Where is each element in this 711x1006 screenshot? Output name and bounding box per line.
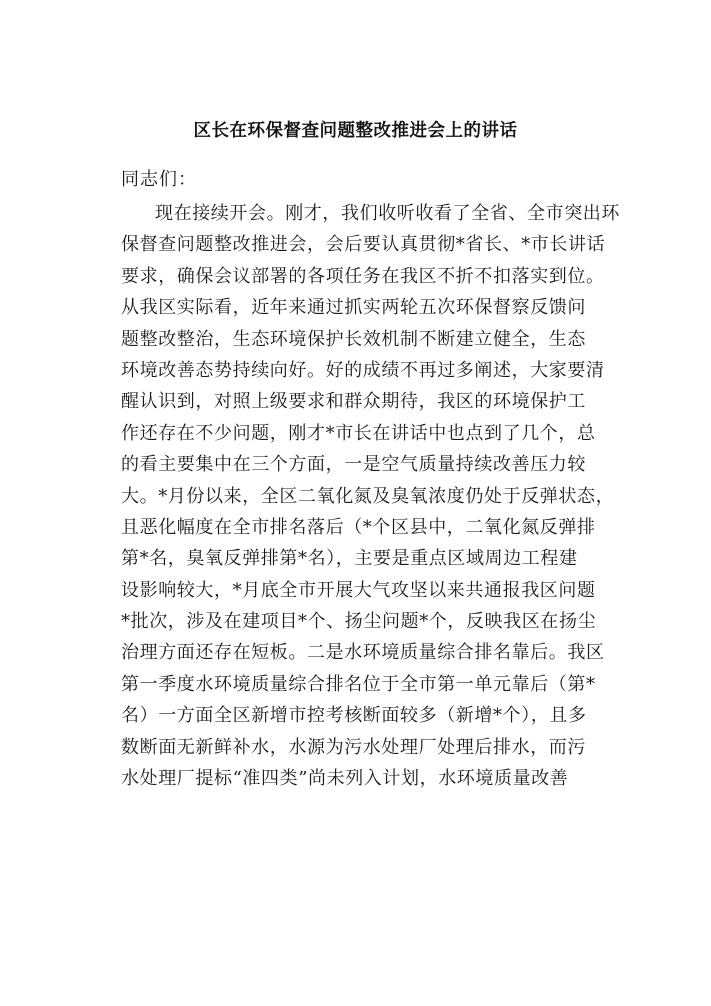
document-title: 区长在环保督查问题整改推进会上的讲话 xyxy=(193,121,518,141)
salutation: 同志们： xyxy=(121,169,197,190)
body-line: 大。*月份以来，全区二氧化氮及臭氧浓度仍处于反弹状态， xyxy=(121,485,615,507)
body-line: 从我区实际看，近年来通过抓实两轮五次环保督察反馈问 xyxy=(121,297,586,319)
body-line: 水处理厂提标“准四类”尚未列入计划，水环境质量改善 xyxy=(121,768,569,790)
body-line: 数断面无新鲜补水，水源为污水处理厂处理后排水，而污 xyxy=(121,736,586,758)
body-line: 题整改整治，生态环境保护长效机制不断建立健全，生态 xyxy=(121,328,586,350)
body-text xyxy=(121,198,620,794)
body-line: 要求，确保会议部署的各项任务在我区不折不扣落实到位。 xyxy=(121,265,605,287)
body-line: 的看主要集中在三个方面，一是空气质量持续改善压力较 xyxy=(121,454,586,476)
body-line: 保督查问题整改推进会，会后要认真贯彻*省长、*市长讲话 xyxy=(121,234,606,256)
body-line: 第*名，臭氧反弹排第*名），主要是重点区域周边工程建 xyxy=(121,548,578,570)
body-line: 现在接续开会。刚才，我们收听收看了全省、全市突出环 xyxy=(155,203,620,224)
body-line: 设影响较大，*月底全市开展大气攻坚以来共通报我区问题 xyxy=(121,579,596,601)
body-line: 醒认识到，对照上级要求和群众期待，我区的环境保护工 xyxy=(121,391,586,413)
body-line: 名）一方面全区新增市控考核断面较多（新增*个），且多 xyxy=(121,705,587,727)
body-line: 第一季度水环境质量综合排名位于全市第一单元靠后（第* xyxy=(121,673,596,695)
body-line: 且恶化幅度在全市排名落后（*个区县中，二氧化氮反弹排 xyxy=(121,516,596,538)
body-line: 治理方面还存在短板。二是水环境质量综合排名靠后。我区 xyxy=(121,642,605,664)
body-line: 作还存在不少问题，刚才*市长在讲话中也点到了几个，总 xyxy=(121,422,596,444)
body-line: *批次，涉及在建项目*个、扬尘问题*个，反映我区在扬尘 xyxy=(121,611,597,633)
body-line: 环境改善态势持续向好。好的成绩不再过多阐述，大家要清 xyxy=(121,359,605,381)
